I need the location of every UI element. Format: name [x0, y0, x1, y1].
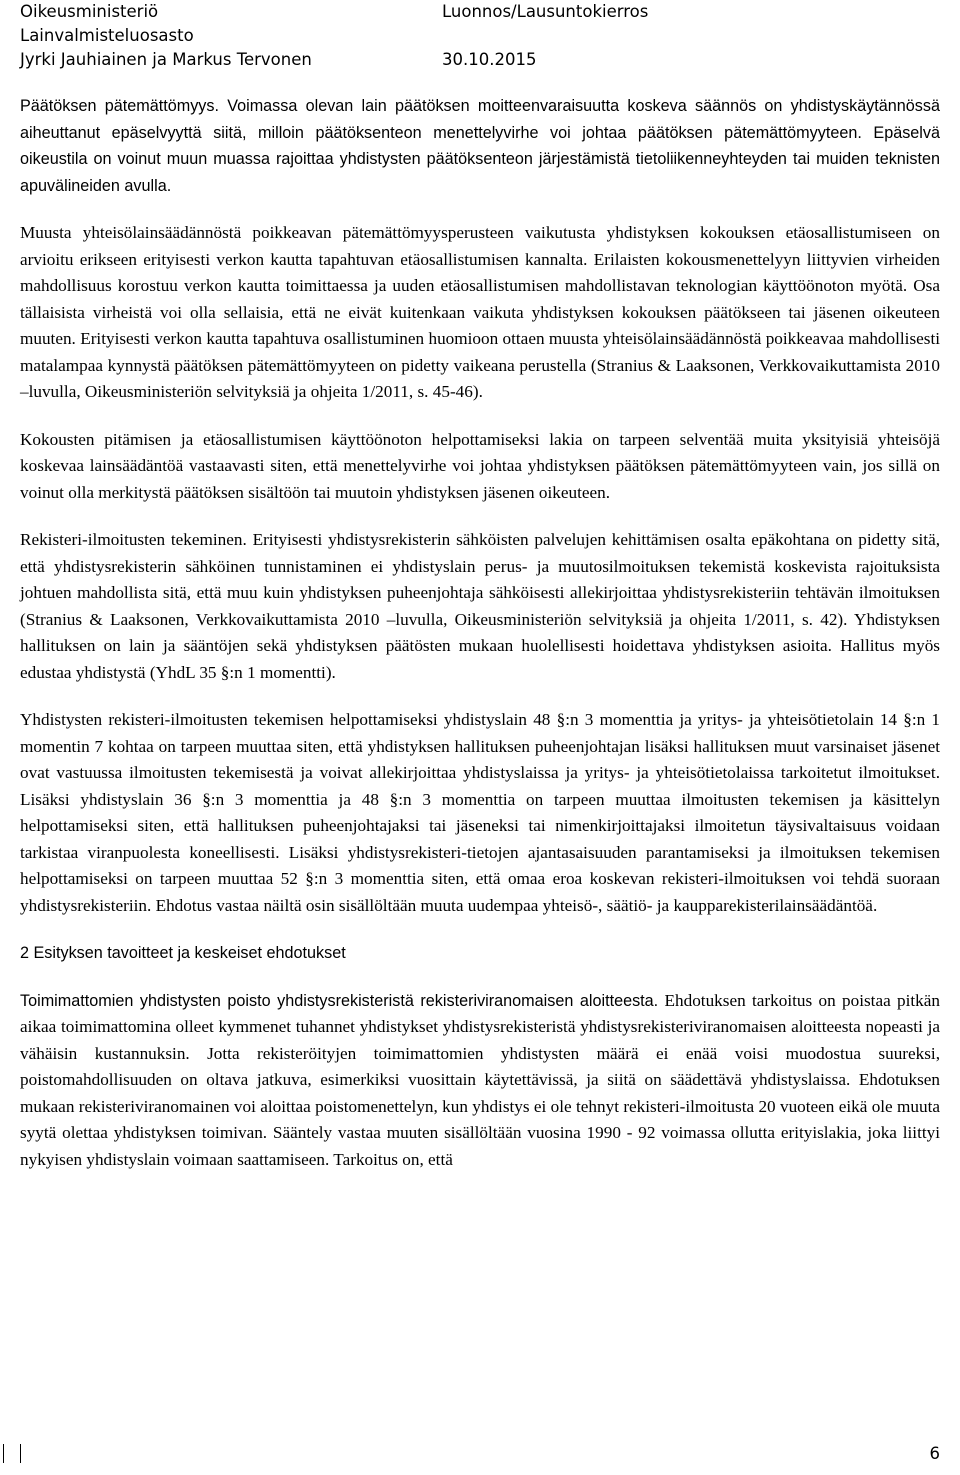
document-body	[20, 93, 940, 1194]
paragraph-registry-notifications: Rekisteri-ilmoitusten tekeminen. Erityisesti yhdistysrekisterin sähköisten palvelujen kehittämisen osalta epäkohtana on pidetty sitä, että yhdistysrekisterin sähköinen tunnistaminen ei yhdistyslain perus- ja muutosilmoituksen tekemistä koskevista rajoituksista johtuen mahdollista sitä, että muu kuin yhdistyksen puheenjohtaja sähköisesti allekirjoittaa yhdistysrekisteriin tehtävän ilmoituksen (Stranius & Laaksonen, Verkkovaikuttamista 2010 –luvulla, Oikeusministeriön selvityksiä ja ohjeita 1/2011, s. 42). Yhdistyksen hallituksen on lain ja sääntöjen sekä yhdistyksen päätösten mukaan huolellisesti hoidettava yhdistyksen asioita. Hallitus myös edustaa yhdistystä (YhdL 35 §:n 1 momentti).	[20, 530, 940, 682]
header-document-type: Luonnos/Lausuntokierros	[442, 2, 649, 21]
paragraph-lead-phrase: Toimimattomien yhdistysten poisto yhdistysrekisteristä rekisteriviranomaisen aloitteesta.	[20, 991, 659, 1010]
document-header	[20, 0, 940, 72]
header-row-3	[20, 48, 940, 72]
paragraph-meeting-procedures: Kokousten pitämisen ja etäosallistumisen käyttöönoton helpottamiseksi lakia on tarpeen selventää muita yksityisiä yhteisöjä koskevaa lainsäädäntöä vastaavasti siten, että menettelyvirhe voi johtaa yhdistyksen päätöksen pätemättömyyteen vain, jos sillä on voinut olla merkitystä päätöksen sisältöön tai muutoin yhdistyksen jäsenen oikeuteen.	[20, 429, 940, 502]
header-unit: Lainvalmisteluosasto	[20, 26, 194, 45]
paragraph-remote-participation: Muusta yhteisölainsäädännöstä poikkeavan pätemättömyysperusteen vaikutusta yhdistyksen kokouksen etäosallistumiseen on arvioitu erikseen erityisesti verkon kautta tapahtuvan etäosallistumisen kannalta. Erilaisten kokousmenettelyyn liittyvien virheiden mahdollisuus korostuu verkon kautta toimittaessa ja uuden etäosallistumisen mahdollistavan teknologian käyttöönoton myötä. Osa tällaisista virheistä voi olla sellaisia, että ne eivät kuitenkaan vaikuta yhdistyksen kokouksen päätökseen tai jäsenen oikeuteen muuten. Erityisesti verkon kautta tapahtuva osallistuminen huomioon ottaen muusta yhteisölainsäädännöstä poikkeavaa mahdollisesti matalampaa kynnystä päätöksen pätemättömyyteen on pidetty vaikeana perustella (Stranius & Laaksonen, Verkkovaikuttamista 2010 –luvulla, Oikeusministeriön selvityksiä ja ohjeita 1/2011, s. 45-46).	[20, 223, 940, 401]
paragraph-decision-invalidity: Päätöksen pätemättömyys. Voimassa olevan lain päätöksen moitteenvaraisuutta koskeva säännös on yhdistyskäytännössä aiheuttanut epäselvyyttä siitä, milloin päätöksenteon menettelyvirhe voi johtaa päätöksen pätemättömyyteen. Epäselvä oikeustila on voinut muun muassa rajoittaa yhdistysten päätöksenteon järjestämistä tietoliikenneyhteyden tai muiden teknisten apuvälineiden avulla.	[20, 97, 940, 195]
header-authors: Jyrki Jauhiainen ja Markus Tervonen	[20, 50, 312, 69]
header-organization: Oikeusministeriö	[20, 2, 159, 21]
header-row-1	[20, 0, 940, 24]
paragraph-inactive-associations	[20, 988, 940, 1174]
page-number: 6	[929, 1444, 940, 1463]
header-row-2	[20, 24, 940, 48]
margin-marker-left	[3, 1444, 4, 1463]
margin-marker-right	[20, 1444, 21, 1463]
header-date: 30.10.2015	[442, 50, 537, 69]
section-heading: 2 Esityksen tavoitteet ja keskeiset ehdotukset	[20, 944, 346, 962]
paragraph-notification-signatures: Yhdistysten rekisteri-ilmoitusten tekemisen helpottamiseksi yhdistyslain 48 §:n 3 momenttia ja yritys- ja yhteisötietolain 14 §:n 1 momentin 7 kohtaa on tarpeen muuttaa siten, että yhdistyksen hallituksen puheenjohtajan lisäksi hallituksen muut varsinaiset jäsenet ovat vastuussa ilmoitusten tekemisestä ja voivat allekirjoittaa yhdistyslaissa ja yritys- ja yhteisötietolaissa tarkoitetut ilmoitukset. Lisäksi yhdistyslain 36 §:n 3 momenttia ja 48 §:n 3 momenttia on tarpeen muuttaa ilmoitusten tekemisen ja käsittelyn helpottamiseksi siten, että hallituksen puheenjohtajaksi tai jäseneksi tai nimenkirjoittajaksi ilmoitetun täysivaltaisuus voidaan tarkistaa viranpuolesta koneellisesti. Lisäksi yhdistysrekisteri-tietojen ajantasaisuuden parantamiseksi ja ilmoituksen tekemisen helpottamiseksi on tarpeen muuttaa 52 §:n 3 momenttia siten, että omaa eroa koskevan rekisteri-ilmoituksen voi tehdä suoraan yhdistysrekisteriin. Ehdotus vastaa näiltä osin sisällöltään muuta uudempaa yhteisö-, säätiö- ja kaupparekisterilainsäädäntöä.	[20, 710, 940, 915]
paragraph-continuation: Ehdotuksen tarkoitus on poistaa pitkän aikaa toimimattomina olleet kymmenet tuhannet yhdistykset yhdistysrekisteristä yhdistysrekisteriviranomaisen aloitteesta nopeasti ja vähäisin kustannuksin. Jotta rekisteröityjen toimimattomien yhdistysten määrä ei enää voisi muodostua suureksi, poistomahdollisuuden on oltava jatkuva, esimerkiksi vuosittain käytettävissä, ja siitä on säädettävä yhdistyslaissa. Ehdotuksen mukaan rekisteriviranomainen voi aloittaa poistomenettelyn, kun yhdistys ei ole tehnyt rekisteri-ilmoitusta 20 vuoteen eikä ole muuta syytä olettaa yhdistyksen toimivan. Sääntely vastaa muuten sisällöltään vuosina 1990 - 92 voimassa ollutta erityislakia, joka liittyi nykyisen yhdistyslain voimaan saattamiseen. Tarkoitus on, että	[20, 990, 940, 1169]
